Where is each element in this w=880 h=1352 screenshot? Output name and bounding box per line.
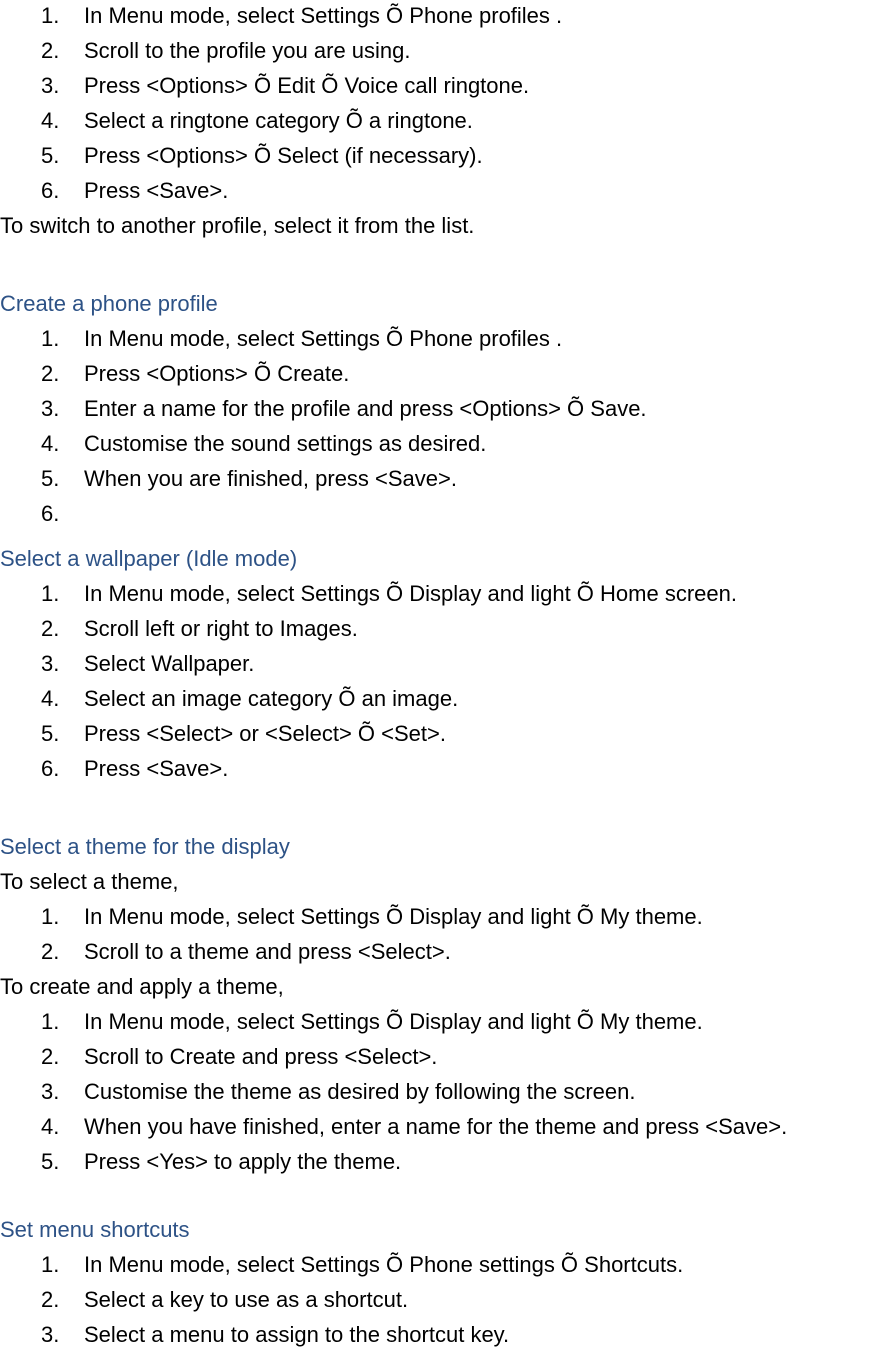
step-number: 5. [41,143,60,168]
wallpaper-steps [0,576,880,786]
step-text: Scroll to Create and press <Select>. [84,1044,438,1069]
step-number: 1. [41,3,60,28]
step-number: 2. [41,1044,60,1069]
spacer [0,243,880,286]
step-text: Customise the sound settings as desired. [84,431,487,456]
step-number: 3. [41,73,60,98]
list-item [0,1039,880,1074]
step-text: Press <Yes> to apply the theme. [84,1149,402,1174]
list-item [0,934,880,969]
step-text: Select a menu to assign to the shortcut key. [84,1322,510,1347]
step-text: In Menu mode, select Settings Õ Display and light Õ My theme. [84,1009,703,1034]
step-number: 3. [41,1079,60,1104]
list-item [0,751,880,786]
ringtone-steps [0,0,880,208]
step-text: Scroll to a theme and press <Select>. [84,939,451,964]
list-item [0,1247,880,1282]
step-number: 1. [41,581,60,606]
step-text: Select an image category Õ an image. [84,686,459,711]
list-item [0,681,880,716]
step-number: 1. [41,1252,60,1277]
list-item [0,1282,880,1317]
step-text: When you have finished, enter a name for the theme and press <Save>. [84,1114,788,1139]
step-number: 2. [41,616,60,641]
list-item [0,716,880,751]
step-number: 3. [41,396,60,421]
shortcuts-heading: Set menu shortcuts [0,1217,190,1242]
step-number: 4. [41,686,60,711]
list-item [0,899,880,934]
step-number: 3. [41,651,60,676]
list-item [0,426,880,461]
step-number: 4. [41,431,60,456]
list-item [0,68,880,103]
list-item [0,1144,880,1179]
step-text: In Menu mode, select Settings Õ Display and light Õ Home screen. [84,581,737,606]
step-number: 5. [41,466,60,491]
list-item [0,646,880,681]
list-item [0,173,880,208]
step-text: Select a ringtone category Õ a ringtone. [84,108,473,133]
step-number: 1. [41,1009,60,1034]
step-text: Press <Save>. [84,178,229,203]
list-item [0,1004,880,1039]
list-item [0,356,880,391]
step-number: 4. [41,108,60,133]
step-text: In Menu mode, select Settings Õ Phone profiles . [84,3,563,28]
step-text: Select Wallpaper. [84,651,255,676]
list-item [0,0,880,33]
spacer [0,1179,880,1212]
spacer [0,531,880,541]
list-item [0,461,880,496]
step-number: 6. [41,756,60,781]
list-item [0,391,880,426]
list-item [0,321,880,356]
step-number: 1. [41,904,60,929]
list-item [0,138,880,173]
spacer [0,786,880,829]
select-theme-steps [0,899,880,969]
select-theme-intro: To select a theme, [0,869,179,894]
list-item [0,1109,880,1144]
step-number: 4. [41,1114,60,1139]
step-text: Press <Options> Õ Edit Õ Voice call ringtone. [84,73,530,98]
step-text: Scroll left or right to Images. [84,616,358,641]
step-text: Select a key to use as a shortcut. [84,1287,409,1312]
create-profile-heading: Create a phone profile [0,291,218,316]
step-text: In Menu mode, select Settings Õ Display and light Õ My theme. [84,904,703,929]
create-profile-steps [0,321,880,531]
list-item [0,103,880,138]
create-theme-steps [0,1004,880,1179]
step-number: 5. [41,721,60,746]
step-number: 6. [41,501,60,526]
step-number: 3. [41,1322,60,1347]
step-text: Customise the theme as desired by following the screen. [84,1079,636,1104]
step-text: When you are finished, press <Save>. [84,466,457,491]
step-text: Enter a name for the profile and press <Options> Õ Save. [84,396,647,421]
list-item [0,496,880,531]
step-text: Press <Select> or <Select> Õ <Set>. [84,721,446,746]
step-text: Scroll to the profile you are using. [84,38,411,63]
step-number: 5. [41,1149,60,1174]
step-text: Press <Options> Õ Create. [84,361,350,386]
shortcuts-steps [0,1247,880,1352]
step-text: In Menu mode, select Settings Õ Phone profiles . [84,326,563,351]
create-theme-intro: To create and apply a theme, [0,974,284,999]
switch-profile-note: To switch to another profile, select it from the list. [0,213,475,238]
wallpaper-heading: Select a wallpaper (Idle mode) [0,546,298,571]
list-item [0,1074,880,1109]
step-number: 2. [41,361,60,386]
theme-heading: Select a theme for the display [0,834,290,859]
list-item [0,576,880,611]
step-number: 2. [41,1287,60,1312]
step-number: 1. [41,326,60,351]
list-item [0,1317,880,1352]
step-number: 2. [41,38,60,63]
step-text: In Menu mode, select Settings Õ Phone settings Õ Shortcuts. [84,1252,684,1277]
list-item [0,611,880,646]
step-text: Press <Save>. [84,756,229,781]
step-number: 2. [41,939,60,964]
step-text: Press <Options> Õ Select (if necessary). [84,143,483,168]
step-number: 6. [41,178,60,203]
list-item [0,33,880,68]
